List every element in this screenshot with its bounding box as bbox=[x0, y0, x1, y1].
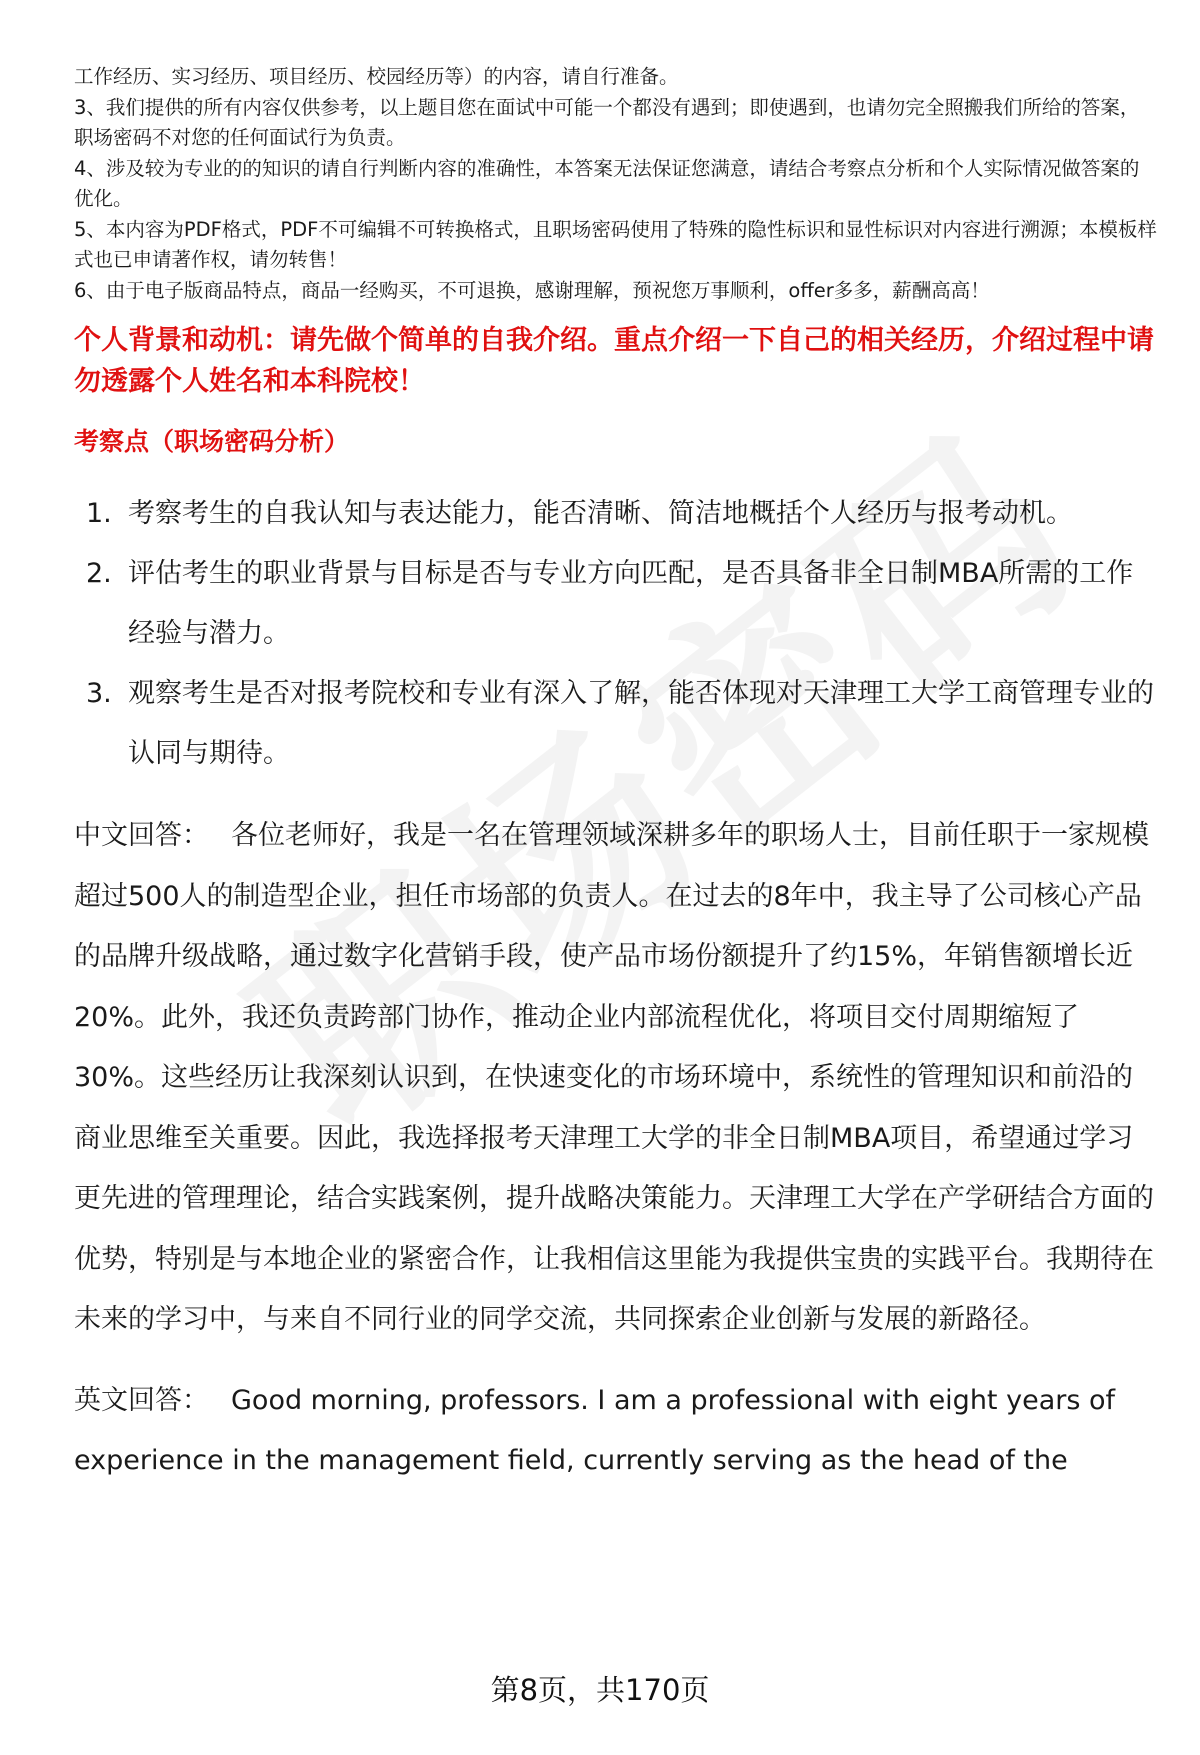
english-answer bbox=[74, 1371, 1158, 1492]
analysis-point bbox=[74, 484, 1158, 544]
analysis-points bbox=[74, 484, 1158, 784]
chinese-answer-text: 各位老师好，我是一名在管理领域深耕多年的职场人士，目前任职于一家规模超过500人的制造型企业，担任市场部的负责人。在过去的8年中，我主导了公司核心产品的品牌升级战略，通过数字化营销手段，使产品市场份额提升了约15%，年销售额增长近20%。此外，我还负责跨部门协作，推动企业内部流程优化，将项目交付周期缩短了30%。这些经历让我深刻认识到，在快速变化的市场环境中，系统性的管理知识和前沿的商业思维至关重要。因此，我选择报考天津理工大学的非全日制MBA项目，希望通过学习更先进的管理理论，结合实践案例，提升战略决策能力。天津理工大学在产学研结合方面的优势，特别是与本地企业的紧密合作，让我相信这里能为我提供宝贵的实践平台。我期待在未来的学习中，与来自不同行业的同学交流，共同探索企业创新与发展的新路径。 bbox=[74, 820, 1154, 1335]
interview-question: 个人背景和动机：请先做个简单的自我介绍。重点介绍一下自己的相关经历，介绍过程中请勿透露个人姓名和本科院校！ bbox=[74, 325, 1154, 397]
analysis-point bbox=[74, 664, 1158, 784]
notice-line: 3、我们提供的所有内容仅供参考，以上题目您在面试中可能一个都没有遇到；即使遇到，也请勿完全照搬我们所给的答案，职场密码不对您的任何面试行为负责。 bbox=[74, 95, 1140, 149]
point-text: 考察考生的自我认知与表达能力，能否清晰、简洁地概括个人经历与报考动机。 bbox=[128, 498, 1073, 529]
notice-line: 6、由于电子版商品特点，商品一经购买，不可退换，感谢理解，预祝您万事顺利，offer多多，薪酬高高！ bbox=[74, 278, 990, 302]
notice-line: 4、涉及较为专业的的知识的请自行判断内容的准确性，本答案无法保证您满意，请结合考察点分析和个人实际情况做答案的优化。 bbox=[74, 156, 1140, 210]
point-number: 2. bbox=[86, 558, 112, 589]
point-number: 3. bbox=[86, 678, 112, 709]
notice-line: 工作经历、实习经历、项目经历、校园经历等）的内容，请自行准备。 bbox=[74, 65, 679, 88]
analysis-point bbox=[74, 544, 1158, 664]
english-answer-text: Good morning, professors. I am a professional with eight years of experience in the management field, currently serving as the head of the bbox=[74, 1384, 1116, 1476]
point-text: 评估考生的职业背景与目标是否与专业方向匹配，是否具备非全日制MBA所需的工作经验与潜力。 bbox=[128, 558, 1134, 649]
point-number: 1. bbox=[86, 498, 112, 529]
page-content bbox=[74, 62, 1158, 1492]
english-answer-label: 英文回答： bbox=[74, 1384, 209, 1416]
point-text: 观察考生是否对报考院校和专业有深入了解，能否体现对天津理工大学工商管理专业的认同与期待。 bbox=[128, 678, 1154, 769]
chinese-answer-label: 中文回答： bbox=[74, 820, 209, 851]
notice-line: 5、本内容为PDF格式，PDF不可编辑不可转换格式，且职场密码使用了特殊的隐性标识和显性标识对内容进行溯源；本模板样式也已申请著作权，请勿转售！ bbox=[74, 217, 1157, 271]
chinese-answer bbox=[74, 806, 1158, 1351]
notice-block bbox=[74, 62, 1158, 306]
page-number-footer: 第8页，共170页 bbox=[490, 1673, 710, 1707]
analysis-title: 考察点（职场密码分析） bbox=[74, 427, 350, 456]
